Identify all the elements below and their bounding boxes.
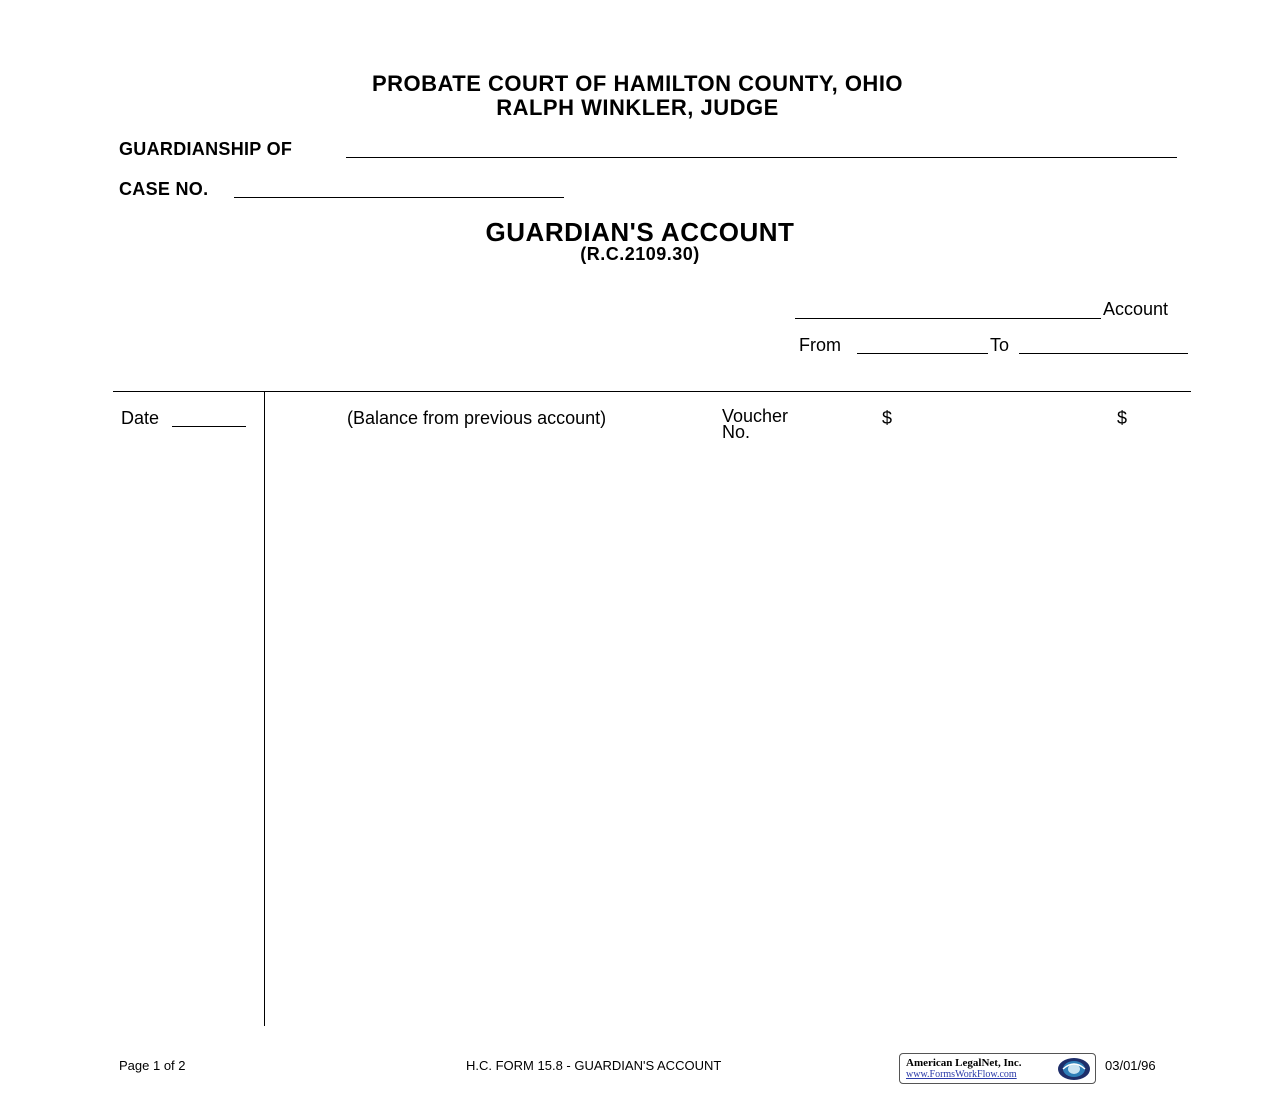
judge-name: RALPH WINKLER, JUDGE (496, 95, 779, 120)
dollar-sign-receipts: $ (882, 408, 893, 428)
date-column-rule (264, 391, 265, 1026)
guardianship-label: GUARDIANSHIP OF (119, 139, 293, 159)
date-input-line[interactable] (172, 426, 246, 427)
account-label: Account (1103, 299, 1169, 319)
date-label: Date (121, 408, 160, 428)
dollar-sign-balance: $ (1117, 408, 1128, 428)
to-date-input-line[interactable] (1019, 353, 1188, 354)
case-no-label: CASE NO. (119, 179, 209, 199)
statute-reference: (R.C.2109.30) (580, 244, 700, 264)
publisher-logo (899, 1053, 1096, 1084)
logo-url[interactable]: www.FormsWorkFlow.com (906, 1069, 1017, 1080)
court-name: PROBATE COURT OF HAMILTON COUNTY, OHIO (371, 71, 904, 96)
account-input-line[interactable] (795, 318, 1101, 319)
balance-text: (Balance from previous account) (347, 408, 607, 428)
case-no-input-line[interactable] (234, 197, 564, 198)
voucher-label (722, 408, 788, 440)
form-title: GUARDIAN'S ACCOUNT (485, 217, 795, 247)
guardianship-input-line[interactable] (346, 157, 1177, 158)
voucher-label-line2: No. (722, 422, 751, 442)
to-label: To (990, 335, 1010, 355)
logo-company: American LegalNet, Inc. (906, 1057, 1022, 1069)
form-name: H.C. FORM 15.8 - GUARDIAN'S ACCOUNT (466, 1058, 722, 1073)
form-date: 03/01/96 (1105, 1058, 1156, 1073)
table-top-rule (113, 391, 1191, 392)
globe-icon (1057, 1057, 1091, 1081)
voucher-label-line1: Voucher (722, 406, 789, 426)
page-number: Page 1 of 2 (119, 1058, 186, 1073)
from-date-input-line[interactable] (857, 353, 988, 354)
from-label: From (799, 335, 841, 355)
